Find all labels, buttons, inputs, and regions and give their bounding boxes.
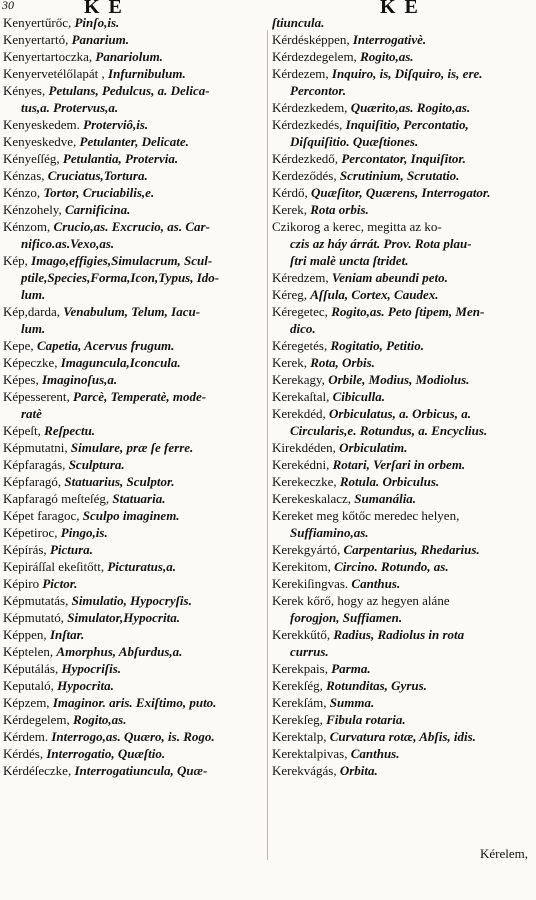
dictionary-entry	[272, 65, 532, 99]
entry-headword: Keputaló,	[3, 678, 54, 693]
dictionary-entry	[3, 201, 265, 218]
dictionary-entry	[272, 31, 532, 48]
dictionary-entry	[3, 609, 265, 626]
entry-headword: Kenyeskedve,	[3, 134, 77, 149]
dictionary-entry	[272, 728, 532, 745]
entry-headword: Kényes,	[3, 83, 46, 98]
entry-continuation: Suffiamino,as.	[290, 525, 369, 540]
right-running-head: K E	[380, 0, 420, 18]
entry-latin-gloss: Amorphus, Abſurdus,a.	[56, 644, 183, 659]
entry-continuation: ratè	[21, 406, 42, 421]
entry-latin-gloss: Proterviô,is.	[83, 117, 149, 132]
dictionary-entry	[272, 490, 532, 507]
dictionary-entry	[3, 252, 265, 303]
entry-latin-gloss: Canthus.	[351, 576, 401, 591]
entry-latin-gloss: Summa.	[329, 695, 375, 710]
entry-latin-gloss: Petulans, Pedulcus, a. Delica-	[48, 83, 210, 98]
entry-headword: Kéreg,	[272, 287, 308, 302]
entry-headword: Kerekpais,	[272, 661, 328, 676]
entry-continuation: czis az háy árrát. Prov. Rota plau-	[290, 236, 472, 251]
entry-headword: Kerek,	[272, 202, 308, 217]
entry-headword: Képmutatni,	[3, 440, 68, 455]
entry-latin-gloss: Inquiſitio, Percontatio,	[345, 117, 469, 132]
entry-headword: Kényeſſég,	[3, 151, 60, 166]
entry-continuation: Circularis,e. Rotundus, a. Encyclius.	[290, 423, 488, 438]
dictionary-entry	[3, 133, 265, 150]
entry-latin-gloss: Tortor, Cruciabilis,e.	[43, 185, 155, 200]
entry-headword: Kerektalpivas,	[272, 746, 348, 761]
entry-latin-gloss: Inſtar.	[49, 627, 85, 642]
entry-headword: Képfaragó,	[3, 474, 62, 489]
entry-headword: Kenyervetélőlapát ,	[3, 66, 105, 81]
dictionary-entry	[3, 745, 265, 762]
dictionary-entry	[272, 201, 532, 218]
entry-headword: Kenyertartoczka,	[3, 49, 93, 64]
dictionary-entry	[3, 541, 265, 558]
dictionary-entry	[272, 48, 532, 65]
entry-latin-gloss: Rogitatio, Petitio.	[330, 338, 424, 353]
entry-latin-gloss: Petulantia, Protervia.	[62, 151, 179, 166]
entry-latin-gloss: Rotula. Orbiculus.	[339, 474, 440, 489]
entry-headword: Kép,	[3, 253, 28, 268]
entry-headword: Kapfaragó meſteſég,	[3, 491, 110, 506]
dictionary-entry	[3, 626, 265, 643]
entry-continuation: forogjon, Suffiamen.	[290, 610, 403, 625]
entry-latin-gloss: Quærito,as. Rogito,as.	[350, 100, 471, 115]
dictionary-entry	[3, 694, 265, 711]
entry-latin-gloss: Fibula rotaria.	[326, 712, 406, 727]
entry-latin-gloss: Hypocrita.	[57, 678, 114, 693]
entry-latin-gloss: Rogito,as. Peto ſtipem, Men-	[331, 304, 485, 319]
entry-headword: Kerekeczke,	[272, 474, 337, 489]
entry-headword: Kérdezkedem,	[272, 100, 348, 115]
entry-latin-gloss: Simulare, præ ſe ferre.	[70, 440, 194, 455]
entry-latin-gloss: Panariolum.	[95, 49, 163, 64]
dictionary-entry	[272, 541, 532, 558]
entry-latin-gloss: Orbiculatim.	[339, 440, 408, 455]
column-divider	[267, 30, 268, 860]
entry-latin-gloss: Petulanter, Delicate.	[79, 134, 189, 149]
entry-headword: Képírás,	[3, 542, 47, 557]
entry-headword: Kerekdéd,	[272, 406, 326, 421]
entry-latin-gloss: Interrogatiuncula, Quæ-	[74, 763, 208, 778]
dictionary-entry	[3, 762, 265, 779]
dictionary-entry	[3, 116, 265, 133]
dictionary-entry	[272, 558, 532, 575]
entry-headword: Kénzas,	[3, 168, 45, 183]
entry-latin-gloss: Veniam abeundi peto.	[331, 270, 448, 285]
entry-headword: Kénzo,	[3, 185, 41, 200]
entry-headword: Kép,darda,	[3, 304, 61, 319]
entry-latin-gloss: Radius, Radiolus in rota	[333, 627, 465, 642]
entry-headword: Képiro	[3, 576, 40, 591]
entry-headword: Kereket meg kőtőc meredec helyen,	[272, 508, 460, 523]
entry-continuation: nifico.as.Vexo,as.	[21, 236, 115, 251]
entry-latin-gloss: Panarium.	[71, 32, 130, 47]
entry-latin-gloss: Imaginoſus,a.	[42, 372, 118, 387]
entry-headword: Képmutató,	[3, 610, 65, 625]
entry-latin-gloss: Statuaria.	[112, 491, 166, 506]
dictionary-entry	[272, 371, 532, 388]
entry-continuation: lum.	[21, 287, 46, 302]
entry-headword: Képeczke,	[3, 355, 58, 370]
dictionary-entry	[3, 388, 265, 422]
dictionary-entry	[3, 354, 265, 371]
entry-latin-gloss: Sculpo imaginem.	[82, 508, 180, 523]
dictionary-entry	[3, 439, 265, 456]
dictionary-entry	[272, 354, 532, 371]
dictionary-entry	[3, 150, 265, 167]
entry-latin-gloss: ſtiuncula.	[272, 15, 325, 30]
entry-latin-gloss: Circino. Rotundo, as.	[334, 559, 449, 574]
entry-headword: Kéregetés,	[272, 338, 328, 353]
dictionary-entry	[3, 456, 265, 473]
dictionary-entry	[272, 660, 532, 677]
dictionary-entry	[272, 626, 532, 660]
entry-headword: Kérdezem,	[272, 66, 329, 81]
entry-headword: Kerekſeg,	[272, 712, 323, 727]
entry-headword: Kérdezdegelem,	[272, 49, 357, 64]
entry-headword: Kéregetec,	[272, 304, 328, 319]
dictionary-entry	[3, 473, 265, 490]
entry-headword: Képeſt,	[3, 423, 41, 438]
dictionary-entry	[272, 388, 532, 405]
entry-headword: Képzem,	[3, 695, 50, 710]
dictionary-entry	[272, 592, 532, 626]
dictionary-entry	[272, 218, 532, 269]
dictionary-entry	[272, 405, 532, 439]
entry-continuation: ſtri malè uncta ſtridet.	[290, 253, 409, 268]
dictionary-entry	[272, 762, 532, 779]
entry-continuation: Percontor.	[290, 83, 346, 98]
entry-latin-gloss: Interrogo,as. Quæro, is. Rogo.	[51, 729, 215, 744]
entry-continuation: currus.	[290, 644, 329, 659]
entry-headword: Czikorog a kerec, megitta az ko-	[272, 219, 442, 234]
entry-headword: Kerekgyártó,	[272, 542, 341, 557]
entry-headword: Kerekédni,	[272, 457, 330, 472]
dictionary-entry	[3, 575, 265, 592]
entry-continuation: lum.	[21, 321, 46, 336]
entry-latin-gloss: Imago,effigies,Simulacrum, Scul-	[31, 253, 213, 268]
entry-latin-gloss: Simulator,Hypocrita.	[67, 610, 180, 625]
entry-latin-gloss: Crucio,as. Excrucio, as. Car-	[53, 219, 210, 234]
dictionary-entry	[272, 99, 532, 116]
dictionary-entry	[3, 507, 265, 524]
entry-headword: Kenyertűrőc,	[3, 15, 72, 30]
entry-headword: Képetiroc,	[3, 525, 58, 540]
dictionary-entry	[272, 269, 532, 286]
entry-headword: Képesserent,	[3, 389, 70, 404]
dictionary-entry	[3, 184, 265, 201]
entry-latin-gloss: Capetia, Acervus frugum.	[36, 338, 175, 353]
entry-latin-gloss: Infurnibulum.	[108, 66, 186, 81]
entry-latin-gloss: Statuarius, Sculptor.	[64, 474, 175, 489]
entry-latin-gloss: Pinſo,is.	[74, 15, 120, 30]
entry-headword: Kerektalp,	[272, 729, 327, 744]
entry-latin-gloss: Hypocriſis.	[61, 661, 122, 676]
dictionary-entry	[272, 303, 532, 337]
dictionary-entry	[272, 337, 532, 354]
dictionary-entry	[272, 711, 532, 728]
dictionary-entry	[272, 14, 532, 31]
entry-latin-gloss: Orbiculatus, a. Orbicus, a.	[329, 406, 471, 421]
entry-latin-gloss: Pingo,is.	[60, 525, 108, 540]
entry-headword: Kerekiſingvas.	[272, 576, 349, 591]
dictionary-entry	[3, 218, 265, 252]
dictionary-entry	[272, 150, 532, 167]
dictionary-entry	[3, 65, 265, 82]
dictionary-entry	[3, 48, 265, 65]
entry-continuation: tus,a. Protervus,a.	[21, 100, 119, 115]
entry-headword: Kénzohely,	[3, 202, 62, 217]
entry-headword: Kerek kőrő, hogy az hegyen aláne	[272, 593, 450, 608]
entry-latin-gloss: Aſſula, Cortex, Caudex.	[310, 287, 439, 302]
entry-headword: Kénzom,	[3, 219, 51, 234]
dictionary-entry	[272, 286, 532, 303]
entry-latin-gloss: Inquiro, is, Diſquiro, is, ere.	[331, 66, 483, 81]
dictionary-entry	[3, 337, 265, 354]
entry-latin-gloss: Interrogativè.	[352, 32, 427, 47]
entry-headword: Képes,	[3, 372, 39, 387]
entry-headword: Kérdő,	[272, 185, 308, 200]
entry-latin-gloss: Canthus.	[350, 746, 400, 761]
entry-latin-gloss: Curvatura rotæ, Abſis, idis.	[329, 729, 476, 744]
entry-headword: Kérdezkedő,	[272, 151, 339, 166]
entry-latin-gloss: Rota, Orbis.	[310, 355, 375, 370]
entry-headword: Képfaragás,	[3, 457, 66, 472]
entry-latin-gloss: Carpentarius, Rhedarius.	[343, 542, 480, 557]
dictionary-entry	[272, 456, 532, 473]
dictionary-entry	[272, 745, 532, 762]
dictionary-entry	[3, 592, 265, 609]
entry-headword: Kepiráſſal ekeſitőtt,	[3, 559, 105, 574]
dictionary-entry	[272, 694, 532, 711]
entry-latin-gloss: Pictor.	[42, 576, 78, 591]
dictionary-entry	[272, 507, 532, 541]
dictionary-entry	[3, 558, 265, 575]
dictionary-entry	[3, 31, 265, 48]
entry-headword: Képpen,	[3, 627, 47, 642]
dictionary-entry	[3, 643, 265, 660]
entry-headword: Kerekkűtő,	[272, 627, 331, 642]
dictionary-entry	[272, 167, 532, 184]
dictionary-entry	[3, 524, 265, 541]
entry-headword: Kenyeskedem.	[3, 117, 80, 132]
dictionary-entry	[3, 711, 265, 728]
entry-headword: Kerdeződés,	[272, 168, 337, 183]
entry-headword: Kérdésképpen,	[272, 32, 350, 47]
entry-headword: Kerek,	[272, 355, 308, 370]
entry-latin-gloss: Scrutinium, Scrutatio.	[339, 168, 460, 183]
catchword: Kérelem,	[479, 846, 528, 861]
entry-headword: Kerekitom,	[272, 559, 331, 574]
entry-latin-gloss: Quæſitor, Quærens, Interrogator.	[311, 185, 491, 200]
entry-headword: Kerekeskalacz,	[272, 491, 352, 506]
entry-headword: Képutálás,	[3, 661, 59, 676]
dictionary-entry	[272, 439, 532, 456]
dictionary-entry	[3, 303, 265, 337]
entry-headword: Kérdegelem,	[3, 712, 70, 727]
dictionary-entry	[3, 14, 265, 31]
entry-latin-gloss: Rota orbis.	[310, 202, 369, 217]
entry-latin-gloss: Orbita.	[339, 763, 378, 778]
entry-headword: Kerekſég,	[272, 678, 323, 693]
entry-headword: Kerekſám,	[272, 695, 327, 710]
entry-continuation: dico.	[290, 321, 316, 336]
entry-headword: Kenyertartó,	[3, 32, 69, 47]
dictionary-entry	[272, 184, 532, 201]
entry-headword: Kirekdéden,	[272, 440, 336, 455]
dictionary-entry	[3, 728, 265, 745]
entry-headword: Kerekaſtal,	[272, 389, 330, 404]
entry-latin-gloss: Imaguncula,Iconcula.	[60, 355, 181, 370]
entry-headword: Képet faragoc,	[3, 508, 80, 523]
entry-latin-gloss: Sculptura.	[68, 457, 125, 472]
entry-latin-gloss: Reſpectu.	[44, 423, 96, 438]
dictionary-entry	[272, 473, 532, 490]
entry-headword: Kérdem.	[3, 729, 49, 744]
entry-latin-gloss: Carnificina.	[64, 202, 131, 217]
right-column	[272, 14, 532, 779]
dictionary-entry	[3, 82, 265, 116]
page-mark: 30	[2, 0, 14, 12]
entry-latin-gloss: Percontator, Inquiſitor.	[341, 151, 466, 166]
entry-latin-gloss: Venabulum, Telum, Iacu-	[63, 304, 201, 319]
entry-latin-gloss: Simulatio, Hypocryſis.	[71, 593, 192, 608]
dictionary-entry	[3, 677, 265, 694]
entry-headword: Kérdés,	[3, 746, 44, 761]
entry-latin-gloss: Parma.	[331, 661, 371, 676]
entry-latin-gloss: Cibiculla.	[332, 389, 386, 404]
left-column	[3, 14, 265, 779]
entry-headword: Kerekvágás,	[272, 763, 337, 778]
left-running-head: K E	[84, 0, 124, 18]
dictionary-entry	[272, 677, 532, 694]
entry-latin-gloss: Sumanália.	[354, 491, 417, 506]
dictionary-entry	[3, 422, 265, 439]
entry-headword: Képtelen,	[3, 644, 54, 659]
entry-latin-gloss: Rotunditas, Gyrus.	[326, 678, 427, 693]
entry-latin-gloss: Rotari, Verſari in orbem.	[332, 457, 466, 472]
entry-latin-gloss: Rogito,as.	[360, 49, 414, 64]
dictionary-entry	[272, 575, 532, 592]
dictionary-entry	[3, 490, 265, 507]
entry-latin-gloss: Parcè, Temperatè, mode-	[73, 389, 207, 404]
dictionary-entry	[3, 167, 265, 184]
dictionary-entry	[3, 371, 265, 388]
entry-continuation: Diſquiſitio. Quæſtiones.	[290, 134, 419, 149]
entry-headword: Kéredzem,	[272, 270, 329, 285]
entry-latin-gloss: Orbile, Modius, Modiolus.	[328, 372, 470, 387]
entry-latin-gloss: Pictura.	[49, 542, 93, 557]
entry-headword: Kerekagy,	[272, 372, 325, 387]
dictionary-entry	[3, 660, 265, 677]
entry-latin-gloss: Imaginor. aris. Exiſtimo, puto.	[52, 695, 217, 710]
entry-headword: Kérdéſeczke,	[3, 763, 72, 778]
entry-headword: Kérdezkedés,	[272, 117, 343, 132]
entry-headword: Kepe,	[3, 338, 34, 353]
entry-latin-gloss: Cruciatus,Tortura.	[47, 168, 148, 183]
entry-latin-gloss: Rogito,as.	[73, 712, 127, 727]
entry-latin-gloss: Picturatus,a.	[107, 559, 176, 574]
entry-continuation: ptile,Species,Forma,Icon,Typus, Ido-	[21, 270, 220, 285]
entry-latin-gloss: Interrogatio, Quæſtio.	[46, 746, 166, 761]
entry-headword: Képmutatás,	[3, 593, 69, 608]
dictionary-entry	[272, 116, 532, 150]
